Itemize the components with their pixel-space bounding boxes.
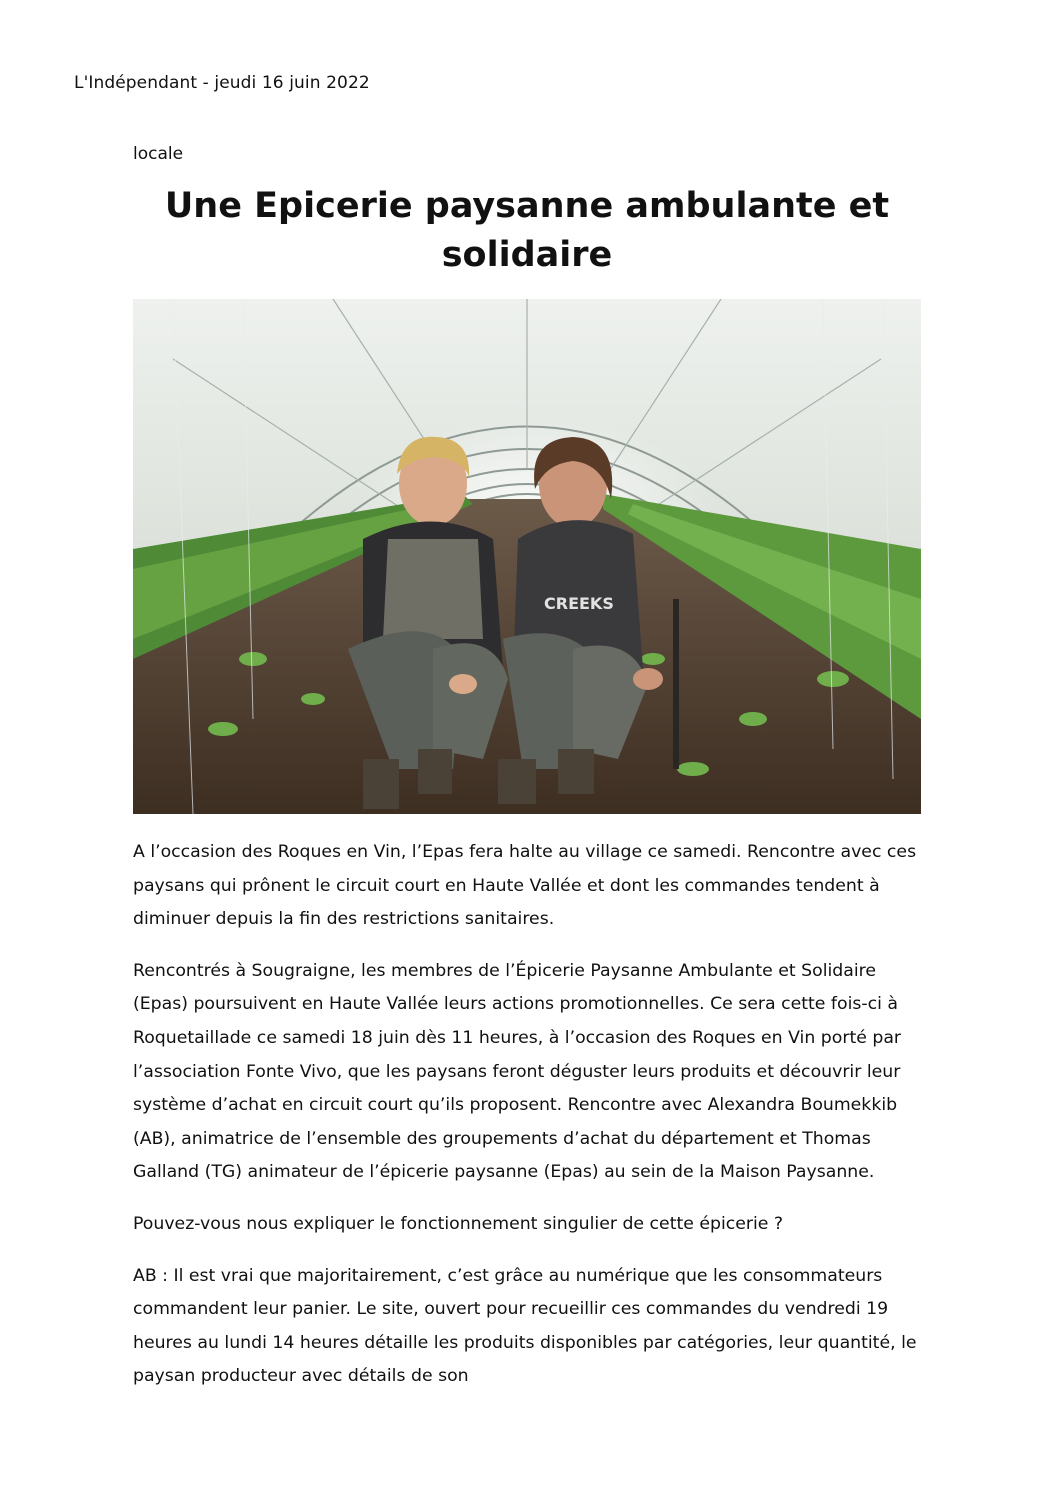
photo-shirt-print: CREEKS	[544, 594, 614, 613]
interview-answer: AB : Il est vrai que majoritairement, c’est grâce au numérique que les consommateurs commandent leur panier. Le site, ouvert pour recueillir ces commandes du vendredi 19 heures au lundi 14 heures détaille les produits disponibles par catégories, leur quantité, le paysan producteur avec détails de son	[133, 1265, 917, 1387]
article-paragraph: Rencontrés à Sougraigne, les membres de l’Épicerie Paysanne Ambulante et Solidaire (Epas) poursuivent en Haute Vallée leurs actions promotionnelles. Ce sera cette fois-ci à Roquetaillade ce samedi 18 juin dès 11 heures, à l’occasion des Roques en Vin porté par l’association Fonte Vivo, que les paysans feront déguster leurs produits et découvrir leur système d’achat en circuit court qu’ils proposent. Rencontre avec Alexandra Boumekkib (AB), animatrice de l’ensemble des groupements d’achat du département et Thomas Galland (TG) animateur de l’épicerie paysanne (Epas) au sein de la Maison Paysanne.	[133, 960, 902, 1183]
publication-source-line: L'Indépendant - jeudi 16 juin 2022	[74, 73, 370, 93]
article-lead-paragraph: A l’occasion des Roques en Vin, l’Epas fera halte au village ce samedi. Rencontre avec ces paysans qui prônent le circuit court en Haute Vallée et dont les commandes tendent à diminuer depuis la fin des restrictions sanitaires.	[133, 842, 917, 930]
article-section-label: locale	[133, 144, 184, 164]
interview-question: Pouvez-vous nous expliquer le fonctionnement singulier de cette épicerie ?	[133, 1213, 784, 1234]
article-body	[133, 836, 923, 1412]
article-title: Une Epicerie paysanne ambulante et solidaire	[164, 186, 890, 275]
article-photo	[133, 299, 921, 814]
